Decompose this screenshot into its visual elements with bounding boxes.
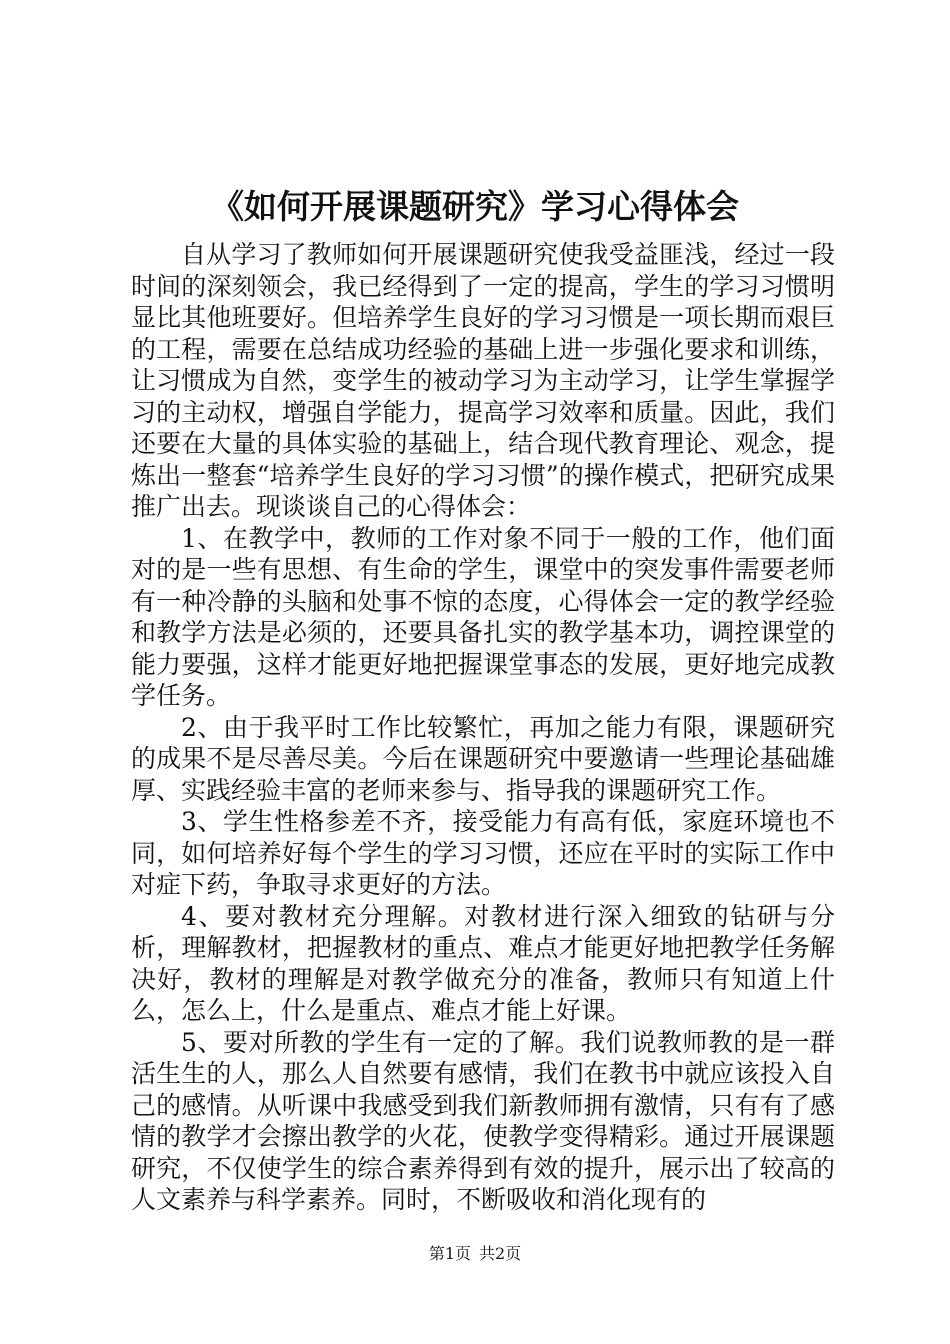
paragraph-point-3: 3、学生性格参差不齐，接受能力有高有低，家庭环境也不同，如何培养好每个学生的学习习惯，还应在平时的实际工作中对症下药，争取寻求更好的方法。 (131, 807, 835, 899)
page-footer (0, 1244, 950, 1264)
page-number-total: 共2页 (479, 1244, 522, 1263)
document-title: 《如何开展课题研究》学习心得体会 (211, 187, 739, 226)
paragraph-point-1: 1、在教学中，教师的工作对象不同于一般的工作，他们面对的是一些有思想、有生命的学生，课堂中的突发事件需要老师有一种冷静的头脑和处事不惊的态度，心得体会一定的教学经验和教学方法是必须的，还要具备扎实的教学基本功，调控课堂的能力要强，这样才能更好地把握课堂事态的发展，更好地完成教学任务。 (131, 523, 835, 710)
page-number-current: 第1页 (428, 1244, 471, 1263)
document-body (131, 239, 835, 1216)
paragraph-point-5: 5、要对所教的学生有一定的了解。我们说教师教的是一群活生生的人，那么人自然要有感情，我们在教书中就应该投入自己的感情。从听课中我感受到我们新教师拥有激情，只有有了感情的教学才会擦出教学的火花，使教学变得精彩。通过开展课题研究，不仅使学生的综合素养得到有效的提升，展示出了较高的人文素养与科学素养。同时，不断吸收和消化现有的 (131, 1027, 835, 1214)
paragraph-point-2: 2、由于我平时工作比较繁忙，再加之能力有限，课题研究的成果不是尽善尽美。今后在课题研究中要邀请一些理论基础雄厚、实践经验丰富的老师来参与、指导我的课题研究工作。 (131, 712, 835, 805)
paragraph-intro: 自从学习了教师如何开展课题研究使我受益匪浅，经过一段时间的深刻领会，我已经得到了一定的提高，学生的学习习惯明显比其他班要好。但培养学生良好的学习习惯是一项长期而艰巨的工程，需要在总结成功经验的基础上进一步强化要求和训练，让习惯成为自然，变学生的被动学习为主动学习，让学生掌握学习的主动权，增强自学能力，提高学习效率和质量。因此，我们还要在大量的具体实验的基础上，结合现代教育理论、观念，提炼出一整套“培养学生良好的学习习惯”的操作模式，把研究成果推广出去。现谈谈自己的心得体会： (131, 240, 835, 521)
paragraph-point-4: 4、要对教材充分理解。对教材进行深入细致的钻研与分析，理解教材，把握教材的重点、难点才能更好地把教学任务解决好，教材的理解是对教学做充分的准备，教师只有知道上什么，怎么上，什么是重点、难点才能上好课。 (131, 901, 835, 1025)
